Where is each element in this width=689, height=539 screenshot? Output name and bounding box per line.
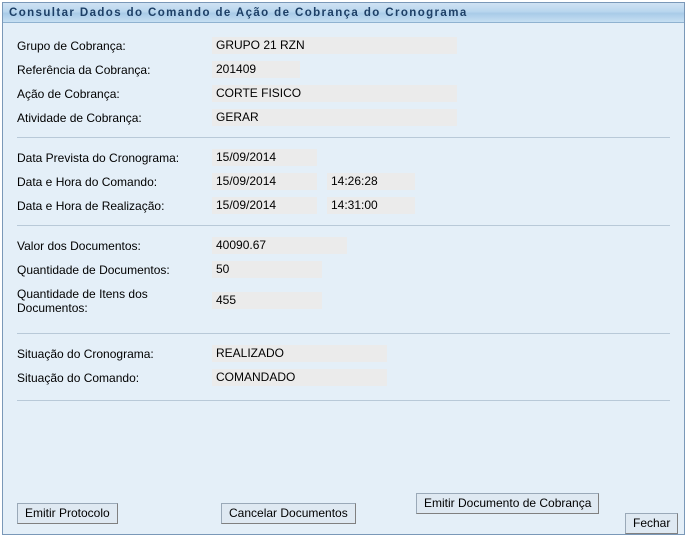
field-row-valor-documentos	[3, 237, 684, 254]
field-row-situacao-cronograma	[3, 345, 684, 362]
form-section-situacao	[3, 345, 684, 386]
field-row-atividade-cobranca	[3, 109, 684, 126]
field-row-data-hora-comando	[3, 173, 684, 190]
field-row-data-prevista	[3, 149, 684, 166]
form-section-identificacao	[3, 23, 684, 126]
field-row-grupo-cobranca	[3, 37, 684, 54]
field-row-quantidade-documentos	[3, 261, 684, 278]
label-situacao-cronograma: Situação do Cronograma:	[17, 347, 154, 361]
label-atividade-cobranca: Atividade de Cobrança:	[17, 111, 142, 125]
label-quantidade-itens: Quantidade de Itens dos Documentos:	[17, 287, 148, 315]
value-grupo-cobranca: GRUPO 21 RZN	[212, 37, 457, 54]
cancelar-documentos-button[interactable]: Cancelar Documentos	[221, 503, 356, 524]
value-quantidade-itens: 455	[212, 292, 322, 309]
emitir-documento-cobranca-button[interactable]: Emitir Documento de Cobrança	[416, 493, 599, 514]
emitir-protocolo-button[interactable]: Emitir Protocolo	[17, 503, 118, 524]
value-valor-documentos: 40090.67	[212, 237, 347, 254]
label-data-prevista: Data Prevista do Cronograma:	[17, 151, 180, 165]
label-grupo-cobranca: Grupo de Cobrança:	[17, 39, 126, 53]
label-valor-documentos: Valor dos Documentos:	[17, 239, 141, 253]
field-row-situacao-comando	[3, 369, 684, 386]
window-title: Consultar Dados do Comando de Ação de Cobrança do Cronograma	[9, 6, 468, 19]
dialog-content	[3, 23, 684, 534]
form-section-documentos	[3, 237, 684, 315]
value-situacao-cronograma: REALIZADO	[212, 345, 387, 362]
label-quantidade-documentos: Quantidade de Documentos:	[17, 263, 170, 277]
value-hora-realizacao: 14:31:00	[327, 197, 415, 214]
fechar-button[interactable]: Fechar	[625, 513, 678, 534]
value-data-realizacao: 15/09/2014	[212, 197, 317, 214]
value-quantidade-documentos: 50	[212, 261, 322, 278]
value-data-comando: 15/09/2014	[212, 173, 317, 190]
divider-1	[17, 137, 670, 138]
label-data-hora-realizacao: Data e Hora de Realização:	[17, 199, 165, 213]
value-acao-cobranca: CORTE FISICO	[212, 85, 457, 102]
label-data-hora-comando: Data e Hora do Comando:	[17, 175, 158, 189]
value-situacao-comando: COMANDADO	[212, 369, 387, 386]
value-referencia-cobranca: 201409	[212, 61, 300, 78]
label-situacao-comando: Situação do Comando:	[17, 371, 140, 385]
label-acao-cobranca: Ação de Cobrança:	[17, 87, 120, 101]
divider-4	[17, 400, 670, 401]
field-row-data-hora-realizacao	[3, 197, 684, 214]
field-row-quantidade-itens	[3, 285, 684, 315]
field-row-acao-cobranca	[3, 85, 684, 102]
field-row-referencia-cobranca	[3, 61, 684, 78]
divider-3	[17, 333, 670, 334]
value-atividade-cobranca: GERAR	[212, 109, 457, 126]
value-data-prevista: 15/09/2014	[212, 149, 317, 166]
form-section-datas	[3, 149, 684, 214]
divider-2	[17, 225, 670, 226]
window-titlebar	[3, 3, 684, 23]
label-referencia-cobranca: Referência da Cobrança:	[17, 63, 151, 77]
value-hora-comando: 14:26:28	[327, 173, 415, 190]
dialog-window	[2, 2, 685, 535]
